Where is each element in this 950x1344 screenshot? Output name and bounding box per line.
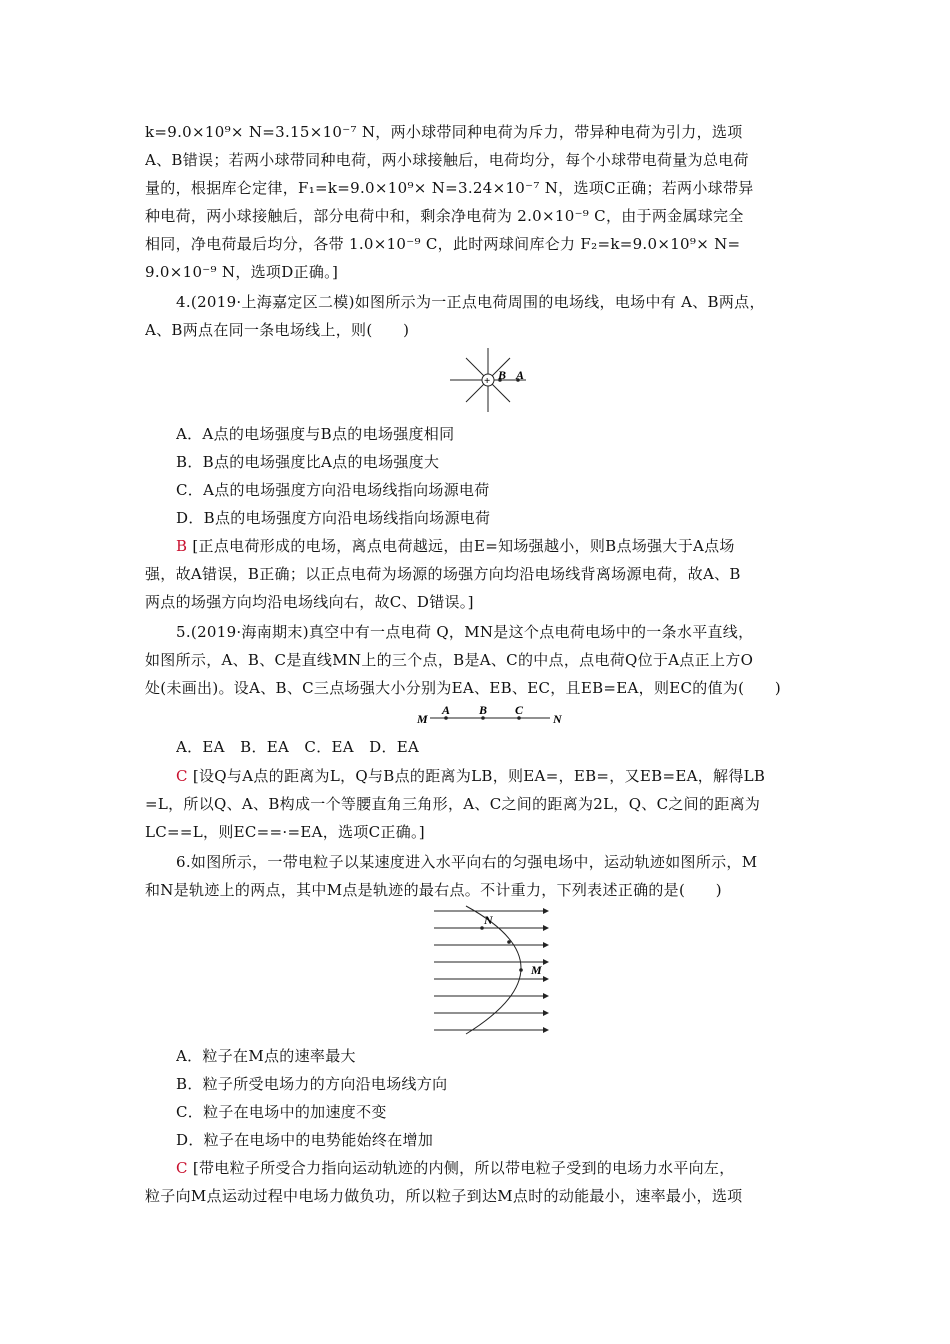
q4-option-a: A．A点的电场强度与B点的电场强度相同 [176,425,455,443]
q4-explanation-text-1: [正点电荷形成的电场，离点电荷越远，由E=知场强越小，则B点场强大于A点场 [192,537,735,555]
q5-explanation-line-2: =L，所以Q、A、B构成一个等腰直角三角形，A、C之间的距离为2L，Q、C之间的距离为 [145,795,761,813]
q4-answer: B [176,537,188,555]
q6-option-a: A．粒子在M点的速率最大 [176,1047,356,1065]
q5-label-a: A [442,703,451,717]
q5-explanation-text-1: [设Q与A点的距离为L，Q与B点的距离为LB，则EA=，EB=，又EB=EA，解得LB [192,767,766,785]
q6-answer: C [176,1159,188,1177]
q3-explanation-line-5: 相同，净电荷最后均分，各带 1.0×10⁻⁹ C，此时两球间库仑力 F₂=k=9.0×10⁹× N= [145,235,741,253]
q4-option-b: B．B点的电场强度比A点的电场强度大 [176,453,440,471]
q5-label-m: M [417,712,428,726]
q4-explanation-line-1 [176,536,810,556]
q4-label-b: B [498,368,507,382]
q4-explanation-line-2: 强，故A错误，B正确；以正点电荷为场源的场强方向均沿电场线背离场源电荷，故A、B [145,565,741,583]
q6-option-c: C．粒子在电场中的加速度不变 [176,1103,387,1121]
q3-explanation-line-3: 量的，根据库仑定律，F₁=k=9.0×10⁹× N=3.24×10⁻⁷ N，选项C正确；若两小球带异 [145,179,754,197]
q5-options: A．EA B．EA C．EA D．EA [176,738,420,756]
q6-point-m-dot [519,968,523,972]
q3-explanation-line-4: 种电荷，两小球接触后，部分电荷中和，剩余净电荷为 2.0×10⁻⁹ C，由于两金属球完全 [145,207,744,225]
q6-trajectory-dot [507,940,511,944]
q5-explanation-line-1 [176,766,810,786]
q5-stem-line-3: 处(未画出)。设A、B、C三点场强大小分别为EA、EB、EC，且EB=EA，则EC的值为( ) [145,679,782,697]
q4-field-lines-figure [440,348,550,414]
q5-stem-line-1: 5.(2019·海南期末)真空中有一点电荷 Q，MN是这个点电荷电场中的一条水平直线， [176,623,754,641]
q5-label-b: B [479,703,488,717]
q6-option-b: B．粒子所受电场力的方向沿电场线方向 [176,1075,448,1093]
q6-label-m: M [531,963,542,977]
q6-stem-line-1: 6.如图所示，一带电粒子以某速度进入水平向右的匀强电场中，运动轨迹如图所示，M [176,853,758,871]
q6-explanation-line-2: 粒子向M点运动过程中电场力做负功，所以粒子到达M点时的动能最小，速率最小，选项 [145,1187,743,1205]
q4-stem-line-2: A、B两点在同一条电场线上，则( ) [145,321,410,339]
q5-label-c: C [515,703,524,717]
q4-stem-line-1: 4.(2019·上海嘉定区二模)如图所示为一正点电荷周围的电场线，电场中有 A、B两点， [176,293,765,311]
q6-explanation-text-1: [带电粒子所受合力指向运动轨迹的内侧，所以带电粒子受到的电场力水平向左， [192,1159,735,1177]
q4-positive-charge-label: + [484,375,491,387]
q4-option-c: C．A点的电场强度方向沿电场线指向场源电荷 [176,481,490,499]
q6-label-n: N [484,913,493,927]
q3-explanation-line-2: A、B错误；若两小球带同种电荷，两小球接触后，电荷均分，每个小球带电荷量为总电荷 [145,151,749,169]
q4-explanation-line-3: 两点的场强方向均沿电场线向右，故C、D错误。] [145,593,474,611]
q4-option-d: D．B点的电场强度方向沿电场线指向场源电荷 [176,509,491,527]
q4-label-a: A [516,368,525,382]
q6-uniform-field-figure [430,906,554,1036]
q6-stem-line-2: 和N是轨迹上的两点，其中M点是轨迹的最右点。不计重力，下列表述正确的是( ) [145,881,722,899]
q6-option-d: D．粒子在电场中的电势能始终在增加 [176,1131,434,1149]
q5-answer: C [176,767,188,785]
q3-explanation-line-6: 9.0×10⁻⁹ N，选项D正确。] [145,263,339,281]
q5-explanation-line-3: LC==L，则EC==·=EA，选项C正确。] [145,823,425,841]
q3-explanation-line-1: k=9.0×10⁹× N=3.15×10⁻⁷ N，两小球带同种电荷为斥力，带异种电荷为引力，选项 [145,123,743,141]
q6-explanation-line-1 [176,1158,810,1178]
q5-stem-line-2: 如图所示，A、B、C是直线MN上的三个点，B是A、C的中点，点电荷Q位于A点正上方O [145,651,754,669]
q5-line-mn-figure [414,702,574,728]
q5-label-n: N [553,712,562,726]
q6-trajectory-curve [466,906,521,1034]
